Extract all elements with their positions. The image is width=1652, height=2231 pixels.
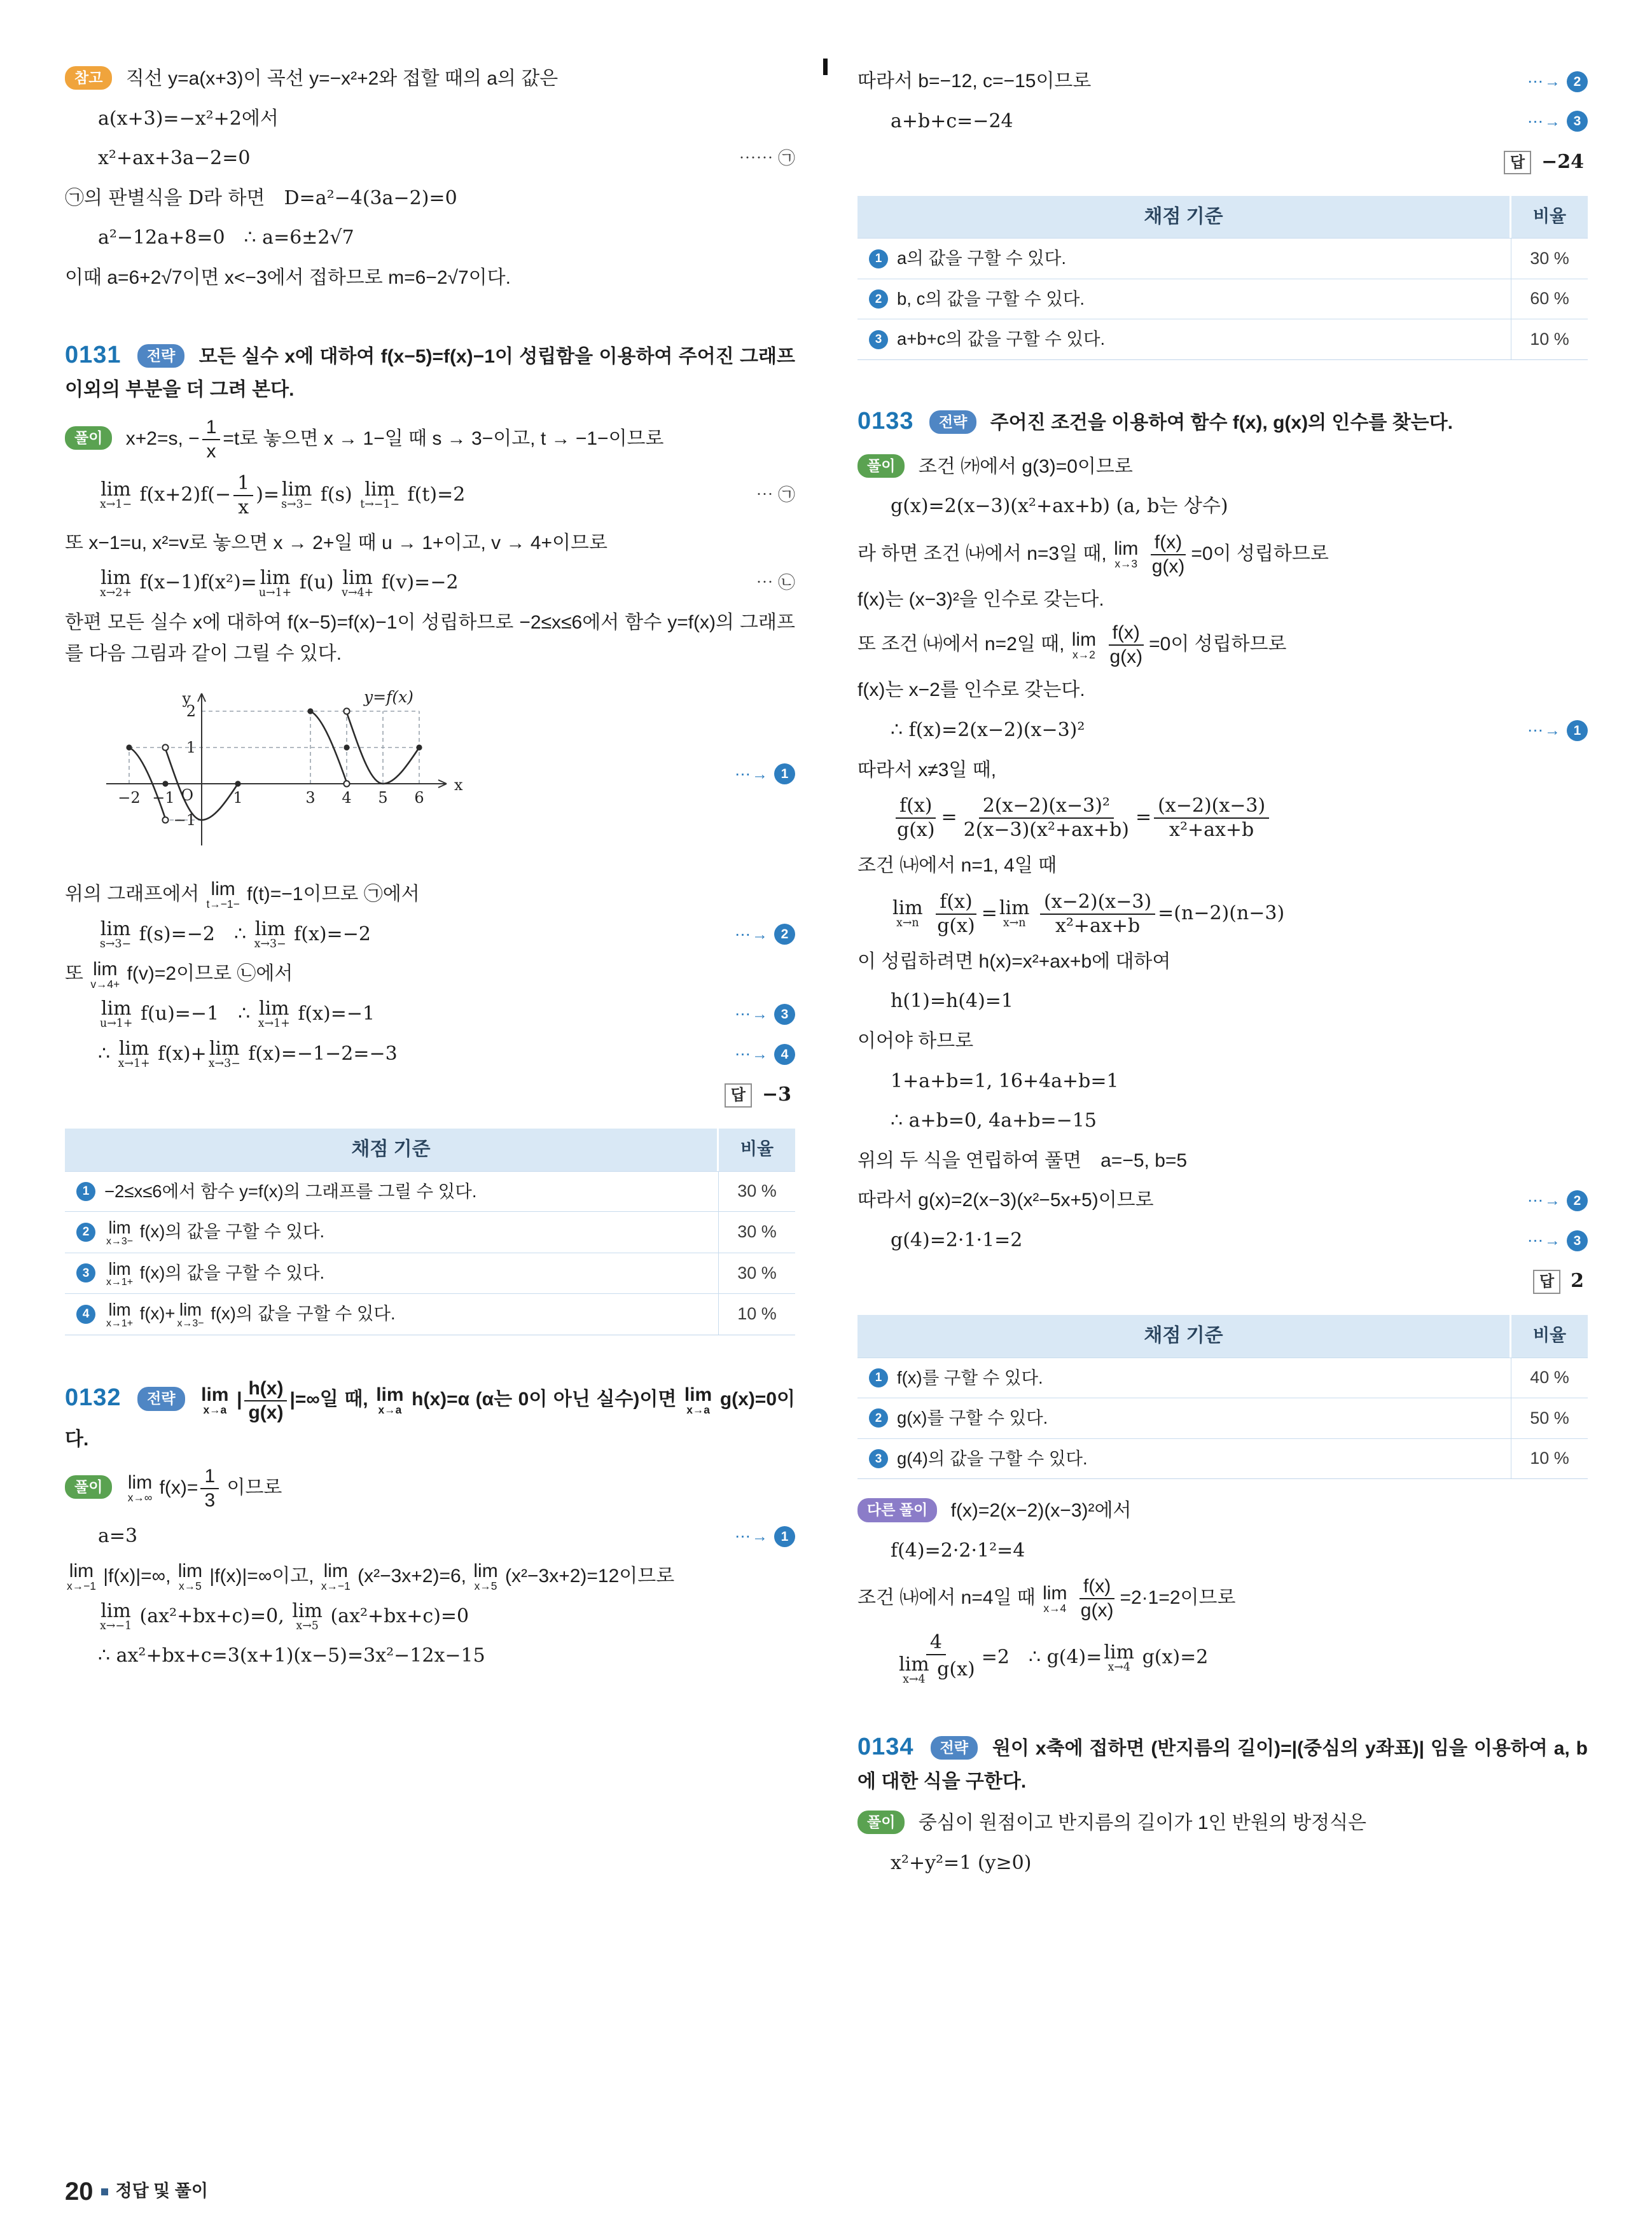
solution-badge: 풀이 (857, 454, 905, 478)
formula-line (857, 1631, 1588, 1685)
left-column (65, 57, 795, 1681)
answer-value: −3 (761, 1083, 791, 1106)
mark-arrow: ⋯→ (1527, 73, 1562, 91)
paragraph-text: 따라서 g(x)=2(x−3)(x²−5x+5)이므로 (857, 1190, 1154, 1211)
formula: f(4)=2·2·1²=4 (891, 1539, 1025, 1562)
x-tick: −1 (152, 789, 175, 807)
table-row (857, 238, 1588, 279)
problem-header (65, 336, 795, 406)
formula: lim s→3− f(s)=−2 ∴ lim x→3− f(x)=−2 (100, 917, 371, 950)
solution-paragraph (857, 947, 1588, 978)
solution-paragraph (65, 416, 795, 463)
solution-paragraph (65, 528, 795, 559)
paragraph-text: x+2=s, − $\frac{1}{x}$ =t로 놓으면 x → 1−일 때 s → 3−이고, t → −1−이므로 (125, 416, 664, 462)
formula: 4 lim x→4 g(x) =2 ∴ g(4)= lim x→4 g(x)=2 (899, 1631, 1209, 1686)
problem-0133 (857, 402, 1588, 1686)
step-mark (735, 1001, 795, 1027)
solution-paragraph (857, 531, 1588, 578)
table-row (65, 1211, 795, 1252)
formula-line (857, 66, 1588, 97)
formula: a+b+c=−24 (891, 109, 1013, 132)
row-number: 1 (76, 1182, 95, 1201)
print-registration-mark (823, 59, 828, 75)
mark-arrow: ⋯→ (735, 765, 769, 783)
mark-arrow: ⋯→ (1527, 1231, 1562, 1249)
formula-line (65, 183, 795, 214)
formula-line (857, 715, 1588, 746)
strategy-badge: 전략 (137, 1387, 184, 1410)
function-graph (90, 683, 485, 855)
formula: x²+ax+3a−2=0 (98, 147, 251, 170)
y-tick: −1 (173, 811, 196, 830)
solution-paragraph (857, 452, 1588, 483)
paragraph-text: 따라서 x≠3일 때, (857, 759, 997, 781)
solution-paragraph (857, 622, 1588, 669)
table-row (65, 1171, 795, 1212)
formula: ∴ ax²+bx+c=3(x+1)(x−5)=3x²−12x−15 (98, 1644, 485, 1667)
y-tick: 1 (186, 739, 196, 757)
mark-arrow: ⋯→ (735, 1045, 769, 1063)
formula: lim x→2+ f(x−1)f(x²)= lim u→1+ f(u) lim v→4+ f(v)=−2 (100, 566, 459, 599)
formula: 1+a+b=1, 16+4a+b=1 (891, 1069, 1119, 1092)
formula-line (857, 795, 1588, 842)
mark-arrow: ⋯→ (735, 925, 769, 943)
problem-header (857, 1728, 1588, 1798)
step-mark (735, 1041, 795, 1067)
paragraph-text: 또 조건 ㈏에서 n=2일 때, lim x→2 $\frac{f(x)}{g(x)}$ =0이 성립하므로 (857, 622, 1287, 668)
strategy-text: 주어진 조건을 이용하여 함수 f(x), g(x)의 인수를 찾는다. (990, 412, 1453, 434)
table-row (857, 1398, 1588, 1438)
x-tick: 1 (233, 789, 243, 807)
formula-line (65, 104, 795, 135)
answer-value: −24 (1541, 151, 1584, 174)
formula: a²−12a+8=0 ∴ a=6±2√7 (98, 226, 354, 249)
row-text: a의 값을 구할 수 있다. (897, 248, 1067, 268)
problem-number: 0133 (857, 408, 914, 435)
table-header-ratio: 비율 (1510, 1315, 1588, 1358)
formula: lim x→1− f(x+2)f(− $\frac{1}{x}$ )= lim s→3− f(s) lim t→−1− f(t)=2 (100, 471, 466, 518)
formula: lim x→−1 (ax²+bx+c)=0, lim x→5 (ax²+bx+c)=0 (100, 1599, 469, 1632)
row-number: 2 (869, 1408, 888, 1428)
formula-line (65, 567, 795, 599)
strategy-badge: 전략 (931, 1736, 978, 1760)
formula: a=3 (98, 1525, 138, 1548)
mark-number: 2 (774, 924, 795, 945)
paragraph-text: 조건 ㈏에서 n=4일 때 lim x→4 $\frac{f(x)}{g(x)}$ =2·1=2이므로 (857, 1576, 1236, 1622)
row-text: lim x→1+ f(x)의 값을 구할 수 있다. (106, 1258, 325, 1288)
y-tick: 2 (186, 702, 196, 721)
formula-line (65, 999, 795, 1030)
strategy-badge: 전략 (929, 410, 976, 434)
strategy-text: 모든 실수 x에 대하여 f(x−5)=f(x)−1이 성립함을 이용하여 주어진 그래프 이외의 부분을 더 그려 본다. (65, 345, 795, 401)
x-tick: 5 (378, 789, 388, 807)
mark-number: 1 (774, 1526, 795, 1547)
row-text: f(x)를 구할 수 있다. (897, 1367, 1043, 1387)
graph-figure (90, 683, 485, 865)
paragraph-text: 또 lim v→4+ f(v)=2이므로 ㉡에서 (65, 958, 293, 990)
reference-paragraph (65, 64, 795, 95)
problem-0131 (65, 336, 795, 1335)
problem-header (857, 402, 1588, 441)
row-text: g(x)를 구할 수 있다. (897, 1408, 1048, 1428)
y-axis-label: y (182, 690, 191, 708)
formula-line (65, 263, 795, 294)
mark-number: 3 (1567, 1230, 1588, 1251)
formula-tag: ⋯ ㉡ (756, 573, 795, 592)
grading-table (857, 196, 1588, 360)
formula: ∴ lim x→1+ f(x)+ lim x→3− f(x)=−1−2=−3 (98, 1038, 398, 1071)
reference-intro: 직선 y=a(x+3)이 곡선 y=−x²+2와 접할 때의 a의 값은 (125, 68, 559, 89)
paragraph-text: 라 하면 조건 ㈏에서 n=3일 때, lim x→3 $\frac{f(x)}{g(x)}$ =0이 성립하므로 (857, 531, 1329, 577)
row-number: 1 (869, 249, 888, 268)
row-number: 1 (869, 1368, 888, 1387)
table-row (857, 1358, 1588, 1398)
formula-line (857, 1536, 1588, 1567)
paragraph-text: 또 x−1=u, x²=v로 놓으면 x → 2+일 때 u → 1+이고, v → 4+이므로 (65, 532, 607, 553)
table-row (65, 1253, 795, 1293)
mark-arrow: ⋯→ (735, 1005, 769, 1024)
paragraph-text: 조건 ㈏에서 n=1, 4일 때 (857, 855, 1057, 877)
formula: $\frac{f(x)}{g(x)}$ = $\frac{\text{2(x−2)(x−3)²}}{\text{2(x−3)(x²+ax+b)}}$ = $\frac{(x-2)(x-3)}{\text{x²+ax+b}}$ (891, 795, 1272, 842)
table-header-criteria: 채점 기준 (1144, 1325, 1223, 1347)
paragraph-text: lim x→∞ f(x)= $\frac{1}{3}$ 이므로 (127, 1466, 282, 1512)
formula-line (65, 1039, 795, 1070)
formula-line (857, 891, 1588, 938)
mark-number: 3 (774, 1004, 795, 1025)
mark-number: 2 (1567, 71, 1588, 92)
formula-line (65, 1641, 795, 1672)
solution-paragraph (857, 1808, 1588, 1839)
answer-box-label: 답 (1533, 1270, 1560, 1294)
mark-arrow: ⋯→ (1527, 112, 1562, 130)
alt-solution-paragraph (857, 1575, 1588, 1622)
x-tick: 3 (305, 789, 316, 807)
table-header-ratio: 비율 (717, 1129, 795, 1171)
problem-number: 0132 (65, 1384, 121, 1412)
alt-solution-badge: 다른 풀이 (857, 1498, 937, 1522)
formula: lim u→1+ f(u)=−1 ∴ lim x→1+ f(x)=−1 (100, 997, 375, 1031)
row-number: 4 (76, 1305, 95, 1324)
paragraph-text: lim x→−1 |f(x)|=∞, lim x→5 |f(x)|=∞이고, lim x→−1 (x²−3x+2)=6, lim x→5 (x²−3x+2)=12이므로 (67, 1560, 675, 1593)
formula-line (857, 1225, 1588, 1256)
x-tick: 6 (414, 789, 424, 807)
row-text: lim x→3− f(x)의 값을 구할 수 있다. (106, 1218, 325, 1247)
table-row (857, 1438, 1588, 1479)
paragraph-text: f(x)는 (x−3)²을 인수로 갖는다. (857, 588, 1104, 610)
solution-paragraph (857, 755, 1588, 786)
row-number: 3 (76, 1263, 95, 1282)
solution-badge: 풀이 (857, 1811, 905, 1834)
formula-line (65, 472, 795, 519)
problem-number: 0134 (857, 1733, 914, 1760)
formula-line (857, 986, 1588, 1017)
curve-label: y=f(x) (364, 688, 413, 707)
solution-paragraph (65, 608, 795, 669)
row-ratio: 10 % (1511, 1439, 1588, 1479)
solution-paragraph (65, 1561, 795, 1592)
formula-tag: ⋯ ㉠ (756, 485, 795, 504)
solution-paragraph (857, 1146, 1588, 1177)
formula: g(4)=2·1·1=2 (891, 1228, 1023, 1251)
problem-0132-continued (857, 66, 1588, 360)
page-number: 20 (65, 2178, 94, 2206)
footer-label: 정답 및 풀이 (115, 2181, 208, 2201)
right-column (857, 57, 1588, 1887)
row-number: 2 (76, 1223, 95, 1242)
x-axis-label: x (454, 776, 463, 795)
row-number: 3 (869, 1449, 888, 1468)
answer-line (857, 1266, 1584, 1297)
reference-note (65, 64, 795, 294)
formula-line (857, 106, 1588, 137)
step-mark (1527, 1188, 1588, 1214)
row-ratio: 50 % (1511, 1398, 1588, 1438)
row-ratio: 30 % (1511, 239, 1588, 279)
step-mark (735, 1524, 795, 1550)
solution-paragraph (65, 959, 795, 990)
step-mark (735, 922, 795, 948)
origin-label: O (181, 786, 193, 805)
open-points (162, 709, 352, 823)
paragraph-text: 따라서 b=−12, c=−15이므로 (857, 71, 1092, 92)
table-row (857, 319, 1588, 359)
reference-badge: 참고 (65, 66, 112, 90)
formula: ∴ f(x)=2(x−2)(x−3)² (891, 718, 1085, 741)
answer-value: 2 (1571, 1270, 1584, 1293)
two-column-layout (65, 57, 1587, 1887)
row-ratio: 30 % (718, 1253, 795, 1293)
row-number: 3 (869, 330, 888, 349)
mark-number: 2 (1567, 1190, 1588, 1211)
step-mark (1527, 718, 1588, 744)
row-text: −2≤x≤6에서 함수 y=f(x)의 그래프를 그릴 수 있다. (104, 1181, 477, 1201)
grading-table (857, 1315, 1588, 1479)
formula-line (65, 1601, 795, 1632)
formula: a(x+3)=−x²+2에서 (98, 107, 279, 130)
paragraph-text: 이 성립하려면 h(x)=x²+ax+b에 대하여 (857, 950, 1171, 972)
table-header-row (857, 196, 1588, 239)
answer-box-label: 답 (1504, 151, 1531, 175)
formula: ㉠의 판별식을 D라 하면 D=a²−4(3a−2)=0 (65, 186, 457, 209)
formula: g(x)=2(x−3)(x²+ax+b) (a, b는 상수) (891, 495, 1228, 518)
footer-square-icon (101, 2188, 108, 2195)
formula-line (857, 491, 1588, 522)
mark-number: 1 (1567, 720, 1588, 741)
formula-line (65, 143, 795, 174)
mark-arrow: ⋯→ (1527, 721, 1562, 739)
formula: lim x→n $\frac{f(x)}{g(x)}$ = lim x→n $\frac{(x-2)(x-3)}{\text{x²+ax+b}}$ =(n−2)(n−3) (892, 890, 1285, 937)
step-mark (1527, 109, 1588, 135)
formula-tag: ⋯⋯ ㉠ (739, 148, 795, 168)
row-text: b, c의 값을 구할 수 있다. (897, 288, 1085, 309)
problem-header (65, 1377, 795, 1456)
solution-paragraph (857, 675, 1588, 706)
paragraph-text: f(x)=2(x−2)(x−3)²에서 (950, 1500, 1132, 1522)
mark-arrow: ⋯→ (735, 1527, 769, 1546)
row-text: a+b+c의 값을 구할 수 있다. (897, 329, 1106, 349)
formula-line (65, 919, 795, 950)
step-mark (735, 761, 795, 788)
problem-0132 (65, 1377, 795, 1672)
answer-box-label: 답 (725, 1083, 752, 1108)
paragraph-text: 중심이 원점이고 반지름의 길이가 1인 반원의 방정식은 (918, 1812, 1367, 1834)
formula-line (857, 1106, 1588, 1137)
axes (106, 693, 447, 845)
row-ratio: 40 % (1511, 1358, 1588, 1398)
formula: 이때 a=6+2√7이면 x<−3에서 접하므로 m=6−2√7이다. (65, 267, 511, 288)
mark-number: 1 (774, 763, 795, 784)
answer-line (857, 147, 1584, 178)
x-tick: −2 (118, 789, 141, 807)
step-mark (1527, 69, 1588, 95)
formula-line (857, 1185, 1588, 1216)
problem-0134 (857, 1728, 1588, 1879)
row-ratio: 10 % (718, 1294, 795, 1334)
row-ratio: 10 % (1511, 319, 1588, 359)
solution-badge: 풀이 (65, 426, 112, 450)
mark-arrow: ⋯→ (1527, 1192, 1562, 1210)
table-header-ratio: 비율 (1510, 196, 1588, 239)
page-footer (65, 2178, 208, 2206)
step-mark (1527, 1228, 1588, 1254)
solution-paragraph (857, 585, 1588, 616)
solution-paragraph (65, 879, 795, 910)
paragraph-text: 이어야 하므로 (857, 1030, 974, 1052)
mark-number: 4 (774, 1044, 795, 1065)
formula: h(1)=h(4)=1 (891, 990, 1013, 1013)
table-row (857, 279, 1588, 319)
formula-line (857, 1066, 1588, 1097)
formula-line (65, 1521, 795, 1552)
answer-line (65, 1080, 791, 1111)
table-header-row (857, 1315, 1588, 1358)
alt-solution-paragraph (857, 1496, 1588, 1527)
table-header-row (65, 1129, 795, 1171)
row-number: 2 (869, 289, 888, 309)
paragraph-text: 위의 두 식을 연립하여 풀면 a=−5, b=5 (857, 1150, 1188, 1171)
formula: ∴ a+b=0, 4a+b=−15 (891, 1109, 1097, 1132)
solution-paragraph (857, 1026, 1588, 1057)
mark-number: 3 (1567, 111, 1588, 132)
formula: x²+y²=1 (y≥0) (891, 1851, 1032, 1874)
x-tick: 4 (342, 789, 352, 807)
paragraph-text: 조건 ㈎에서 g(3)=0이므로 (918, 455, 1133, 477)
strategy-text: lim x→a | $\frac{h(x)}{g(x)}$ |=∞일 때, lim x→a h(x)=α (α는 0이 아닌 실수)이면 lim x→a g(x)=0이다. (65, 1377, 795, 1450)
row-text: g(4)의 값을 구할 수 있다. (897, 1448, 1088, 1468)
row-text: lim x→1+ f(x)+ lim x→3− f(x)의 값을 구할 수 있다. (106, 1300, 396, 1329)
row-ratio: 30 % (718, 1212, 795, 1252)
row-ratio: 30 % (718, 1172, 795, 1212)
paragraph-text: f(x)는 x−2를 인수로 갖는다. (857, 679, 1085, 701)
solution-paragraph (857, 851, 1588, 882)
formula-line (857, 1848, 1588, 1879)
table-header-criteria: 채점 기준 (1144, 205, 1223, 227)
strategy-badge: 전략 (137, 344, 184, 368)
problem-number: 0131 (65, 341, 121, 368)
table-header-criteria: 채점 기준 (351, 1139, 431, 1160)
grading-table (65, 1129, 795, 1335)
paragraph-text: 한편 모든 실수 x에 대하여 f(x−5)=f(x)−1이 성립하므로 −2≤x≤6에서 함수 y=f(x)의 그래프를 다음 그림과 같이 그릴 수 있다. (65, 612, 795, 664)
strategy-text: 원이 x축에 접하면 (반지름의 길이)=|(중심의 y좌표)| 임을 이용하여 a, b에 대한 식을 구한다. (857, 1737, 1588, 1793)
solution-badge: 풀이 (65, 1475, 112, 1499)
formula-line (65, 223, 795, 254)
row-ratio: 60 % (1511, 279, 1588, 319)
paragraph-text: 위의 그래프에서 lim t→−1− f(t)=−1이므로 ㉠에서 (65, 879, 420, 911)
table-row (65, 1293, 795, 1334)
solution-paragraph (65, 1465, 795, 1512)
figure-row (65, 683, 795, 865)
